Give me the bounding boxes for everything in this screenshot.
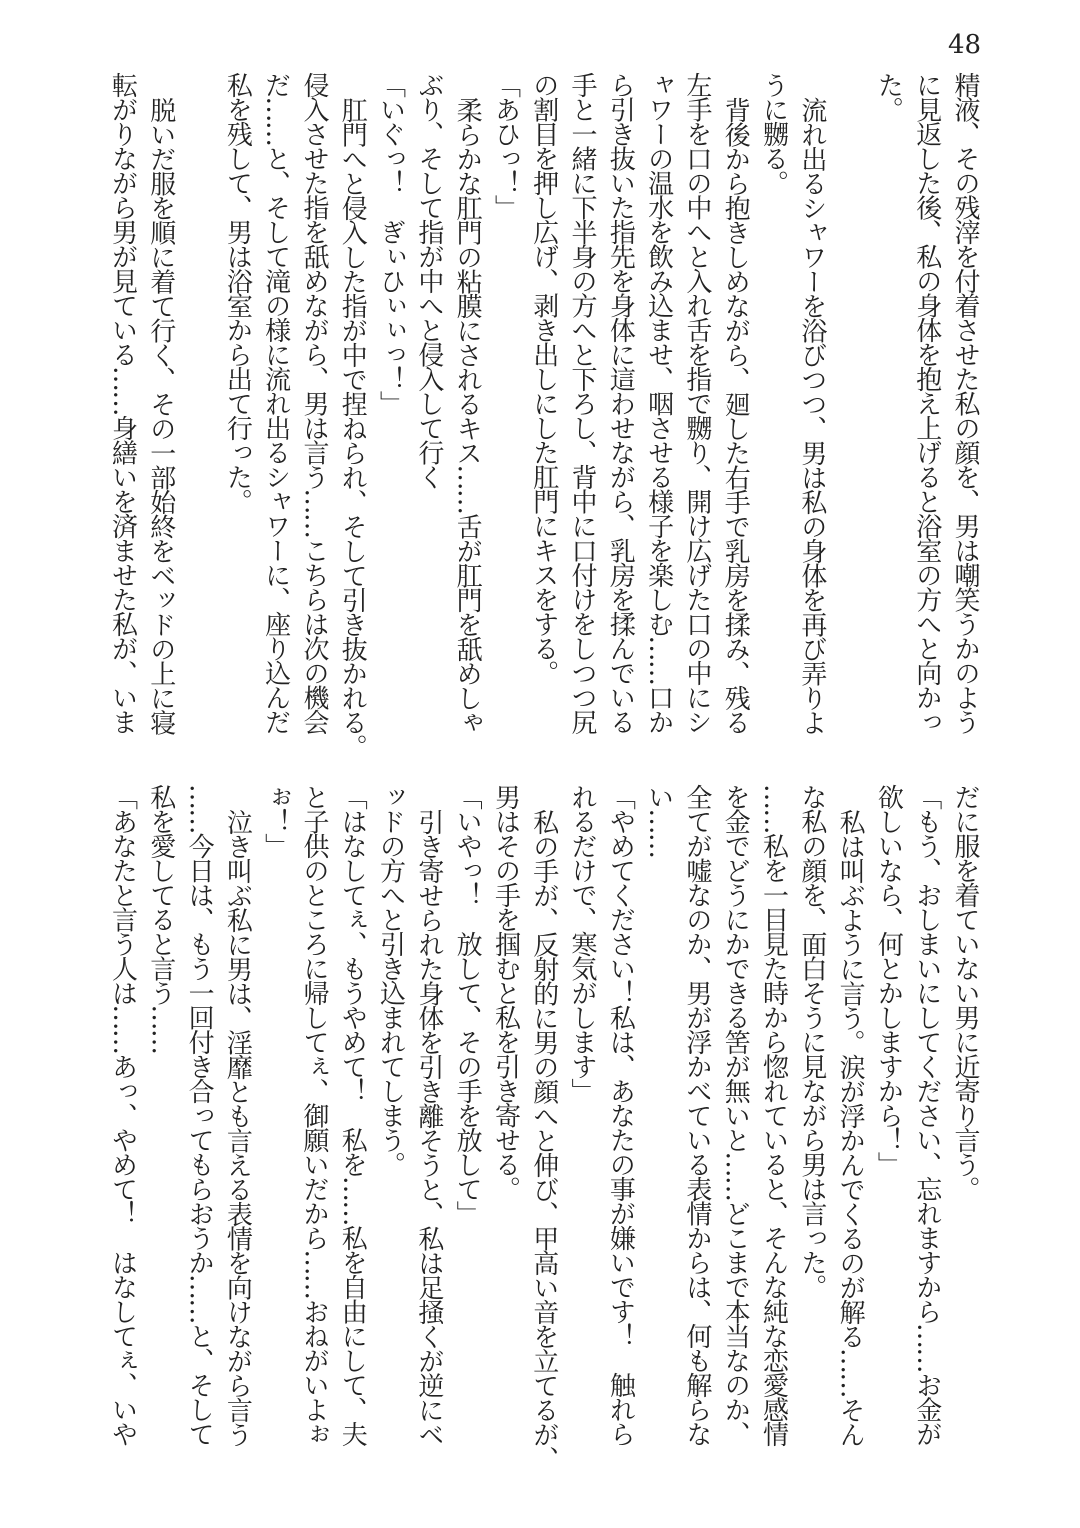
text-column: い…… <box>643 784 674 858</box>
text-column: 私は叫ぶように言う。涙が浮かんでくるのが解る……そん <box>835 809 866 1446</box>
text-column: 侵入させた指を舐めながら、男は言う……こちらは次の機会 <box>298 72 329 734</box>
text-column: ぉ！」 <box>260 784 291 858</box>
text-column: 泣き叫ぶ私に男は、淫靡とも言える表情を向けながら言う <box>222 809 253 1446</box>
text-column: を金でどうにかできる筈が無いと……どこまで本当なのか、 <box>720 784 751 1446</box>
page-number: 48 <box>948 30 982 60</box>
text-column: 「はなしてぇ、もうやめて！ 私を……私を自由にして、夫 <box>337 784 368 1446</box>
text-column: ぶり、そして指が中へと侵入して行く <box>413 72 444 489</box>
text-column: に見返した後、私の身体を抱え上げると浴室の方へと向かっ <box>911 72 942 734</box>
text-column: ャワーの温水を飲み込ませ、咽させる様子を楽しむ……口か <box>643 72 674 734</box>
text-column: 私の手が、反射的に男の顔へと伸び、甲高い音を立てるが、 <box>528 809 559 1471</box>
text-column: 「もう、おしまいにしてください、忘れますから……お金が <box>911 784 942 1446</box>
text-column: 「いやっ！ 放して、その手を放して」 <box>452 784 483 1225</box>
text-column: うに嬲る。 <box>758 72 789 195</box>
text-column: 欲しいなら、何とかしますから！」 <box>873 784 904 1176</box>
text-column: 流れ出るシャワーを浴びつつ、男は私の身体を再び弄りよ <box>796 97 827 734</box>
text-column: れるだけで、寒気がします」 <box>567 784 598 1103</box>
text-block-top <box>104 72 984 762</box>
text-column: ッドの方へと引き込まれてしまう。 <box>375 784 406 1176</box>
text-column <box>180 72 218 762</box>
text-column: ……今日は、もう一回付き合ってもらおうか……と、そして <box>184 784 215 1446</box>
text-column: ら引き抜いた指先を身体に這わせながら、乳房を揉んでいる <box>605 72 636 734</box>
text-column: た。 <box>873 72 904 121</box>
text-block-bottom <box>104 784 984 1474</box>
text-column: と子供のところに帰してぇ、御願いだから……おねがいよぉ <box>298 784 329 1446</box>
text-column: 私を愛してると言う…… <box>145 784 176 1054</box>
text-column: 転がりながら男が見ている……身繕いを済ませた私が、いま <box>107 72 138 734</box>
text-column: 精液、その残滓を付着させた私の顔を、男は嘲笑うかのよう <box>950 72 980 734</box>
text-column: 男はその手を掴むと私を引き寄せる。 <box>490 784 521 1201</box>
text-column: 引き寄せられた身体を引き離そうと、私は足掻くが逆にベ <box>413 809 444 1446</box>
text-column <box>831 72 869 762</box>
text-column: 「いぐっ！ ぎぃひぃぃっ！」 <box>375 72 406 415</box>
text-column: ……私を一目見た時から惚れていると、そんな純な恋愛感情 <box>758 784 789 1446</box>
text-column: 肛門へと侵入した指が中で捏ねられ、そして引き抜かれる。 <box>337 97 368 759</box>
text-column: 「あひっ！」 <box>490 72 521 219</box>
text-column: 柔らかな肛門の粘膜にされるキス……舌が肛門を舐めしゃ <box>452 97 483 734</box>
text-column: 「やめてください！私は、あなたの事が嫌いです！ 触れら <box>605 784 636 1446</box>
text-column: 手と一緒に下半身の方へと下ろし、背中に口付けをしつつ尻 <box>567 72 598 734</box>
text-column: 私を残して、男は浴室から出て行った。 <box>222 72 253 513</box>
text-column: 「あなたと言う人は……あっ、やめて！ はなしてぇ、いや <box>107 784 138 1446</box>
text-column: だに服を着ていない男に近寄り言う。 <box>950 784 980 1201</box>
text-column: だ……と、そして滝の様に流れ出るシャワーに、座り込んだ <box>260 72 291 734</box>
text-column: 脱いだ服を順に着て行く、その一部始終をベッドの上に寝 <box>145 97 176 734</box>
text-column: 左手を口の中へと入れ舌を指で嬲り、開け広げた口の中にシ <box>681 72 712 734</box>
text-column: 背後から抱きしめながら、廻した右手で乳房を揉み、残る <box>720 97 751 734</box>
text-column: 全てが嘘なのか、男が浮かべている表情からは、何も解らな <box>681 784 712 1446</box>
text-column: な私の顔を、面白そうに見ながら男は言った。 <box>796 784 827 1299</box>
text-column: の割目を押し広げ、剥き出しにした肛門にキスをする。 <box>528 72 559 685</box>
